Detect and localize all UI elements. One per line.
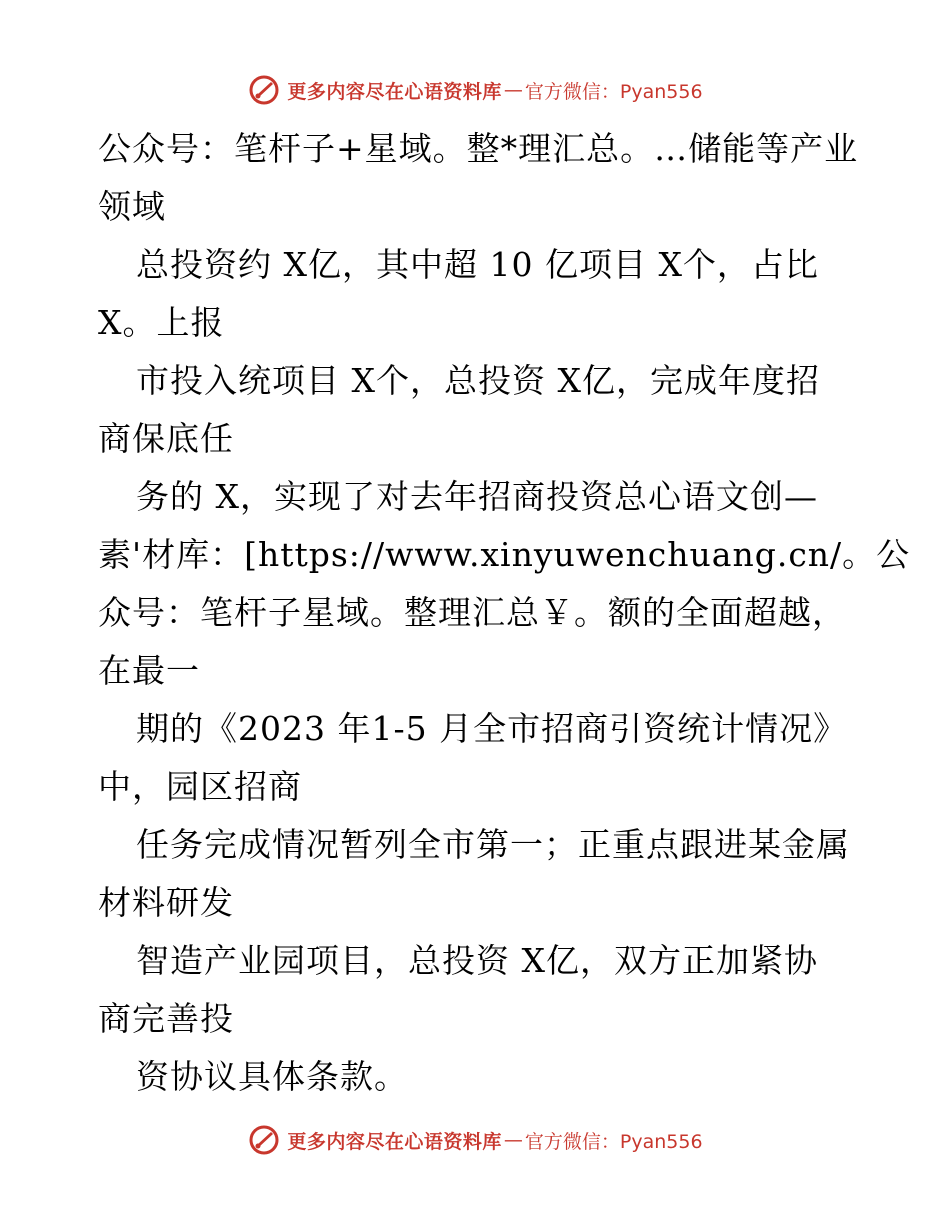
watermark-wechat-text: 官方微信：Pyan556 [524,1130,703,1153]
body-line: 商保底任 [98,419,234,458]
watermark-wechat-text: 官方微信：Pyan556 [524,80,703,103]
body-line: 在最一 [98,651,200,690]
header-watermark [0,70,950,110]
body-line: 市投入统项目 X个，总投资 X亿，完成年度招 [136,361,820,400]
body-line: 材料研发 [98,883,234,922]
body-line: 任务完成情况暂列全市第一；正重点跟进某金属 [136,825,850,864]
body-line: 公众号：笔杆子+星域。整*理汇总。…储能等产业 [98,129,859,168]
body-line: 智造产业园项目，总投资 X亿，双方正加紧协 [136,941,818,980]
body-line: 务的 X，实现了对去年招商投资总心语文创— [136,477,818,516]
body-line: 众号：笔杆子星域。整理汇总￥。额的全面超越， [98,593,846,632]
document-body [98,120,911,1106]
brand-logo-icon [247,73,281,107]
body-line: 商完善投 [98,999,234,1038]
watermark-brand-text: 更多内容尽在心语资料库 [287,1130,502,1153]
watermark-dash: — [503,79,523,101]
body-line: 资协议具体条款。 [136,1057,408,1096]
body-line: 中，园区招商 [98,767,302,806]
watermark-brand-text: 更多内容尽在心语资料库 [287,80,502,103]
body-line: 领域 [98,187,166,226]
body-line: 素'材库：[https://www.xinyuwenchuang.cn/。公 [98,535,911,574]
brand-logo-icon [247,1123,281,1157]
body-line: 总投资约 X亿，其中超 10 亿项目 X个，占比 [136,245,819,284]
footer-watermark [0,1120,950,1160]
watermark-dash: — [503,1129,523,1151]
body-line: X。上报 [98,303,225,342]
body-line: 期的《2023 年1-5 月全市招商引资统计情况》 [136,709,848,748]
